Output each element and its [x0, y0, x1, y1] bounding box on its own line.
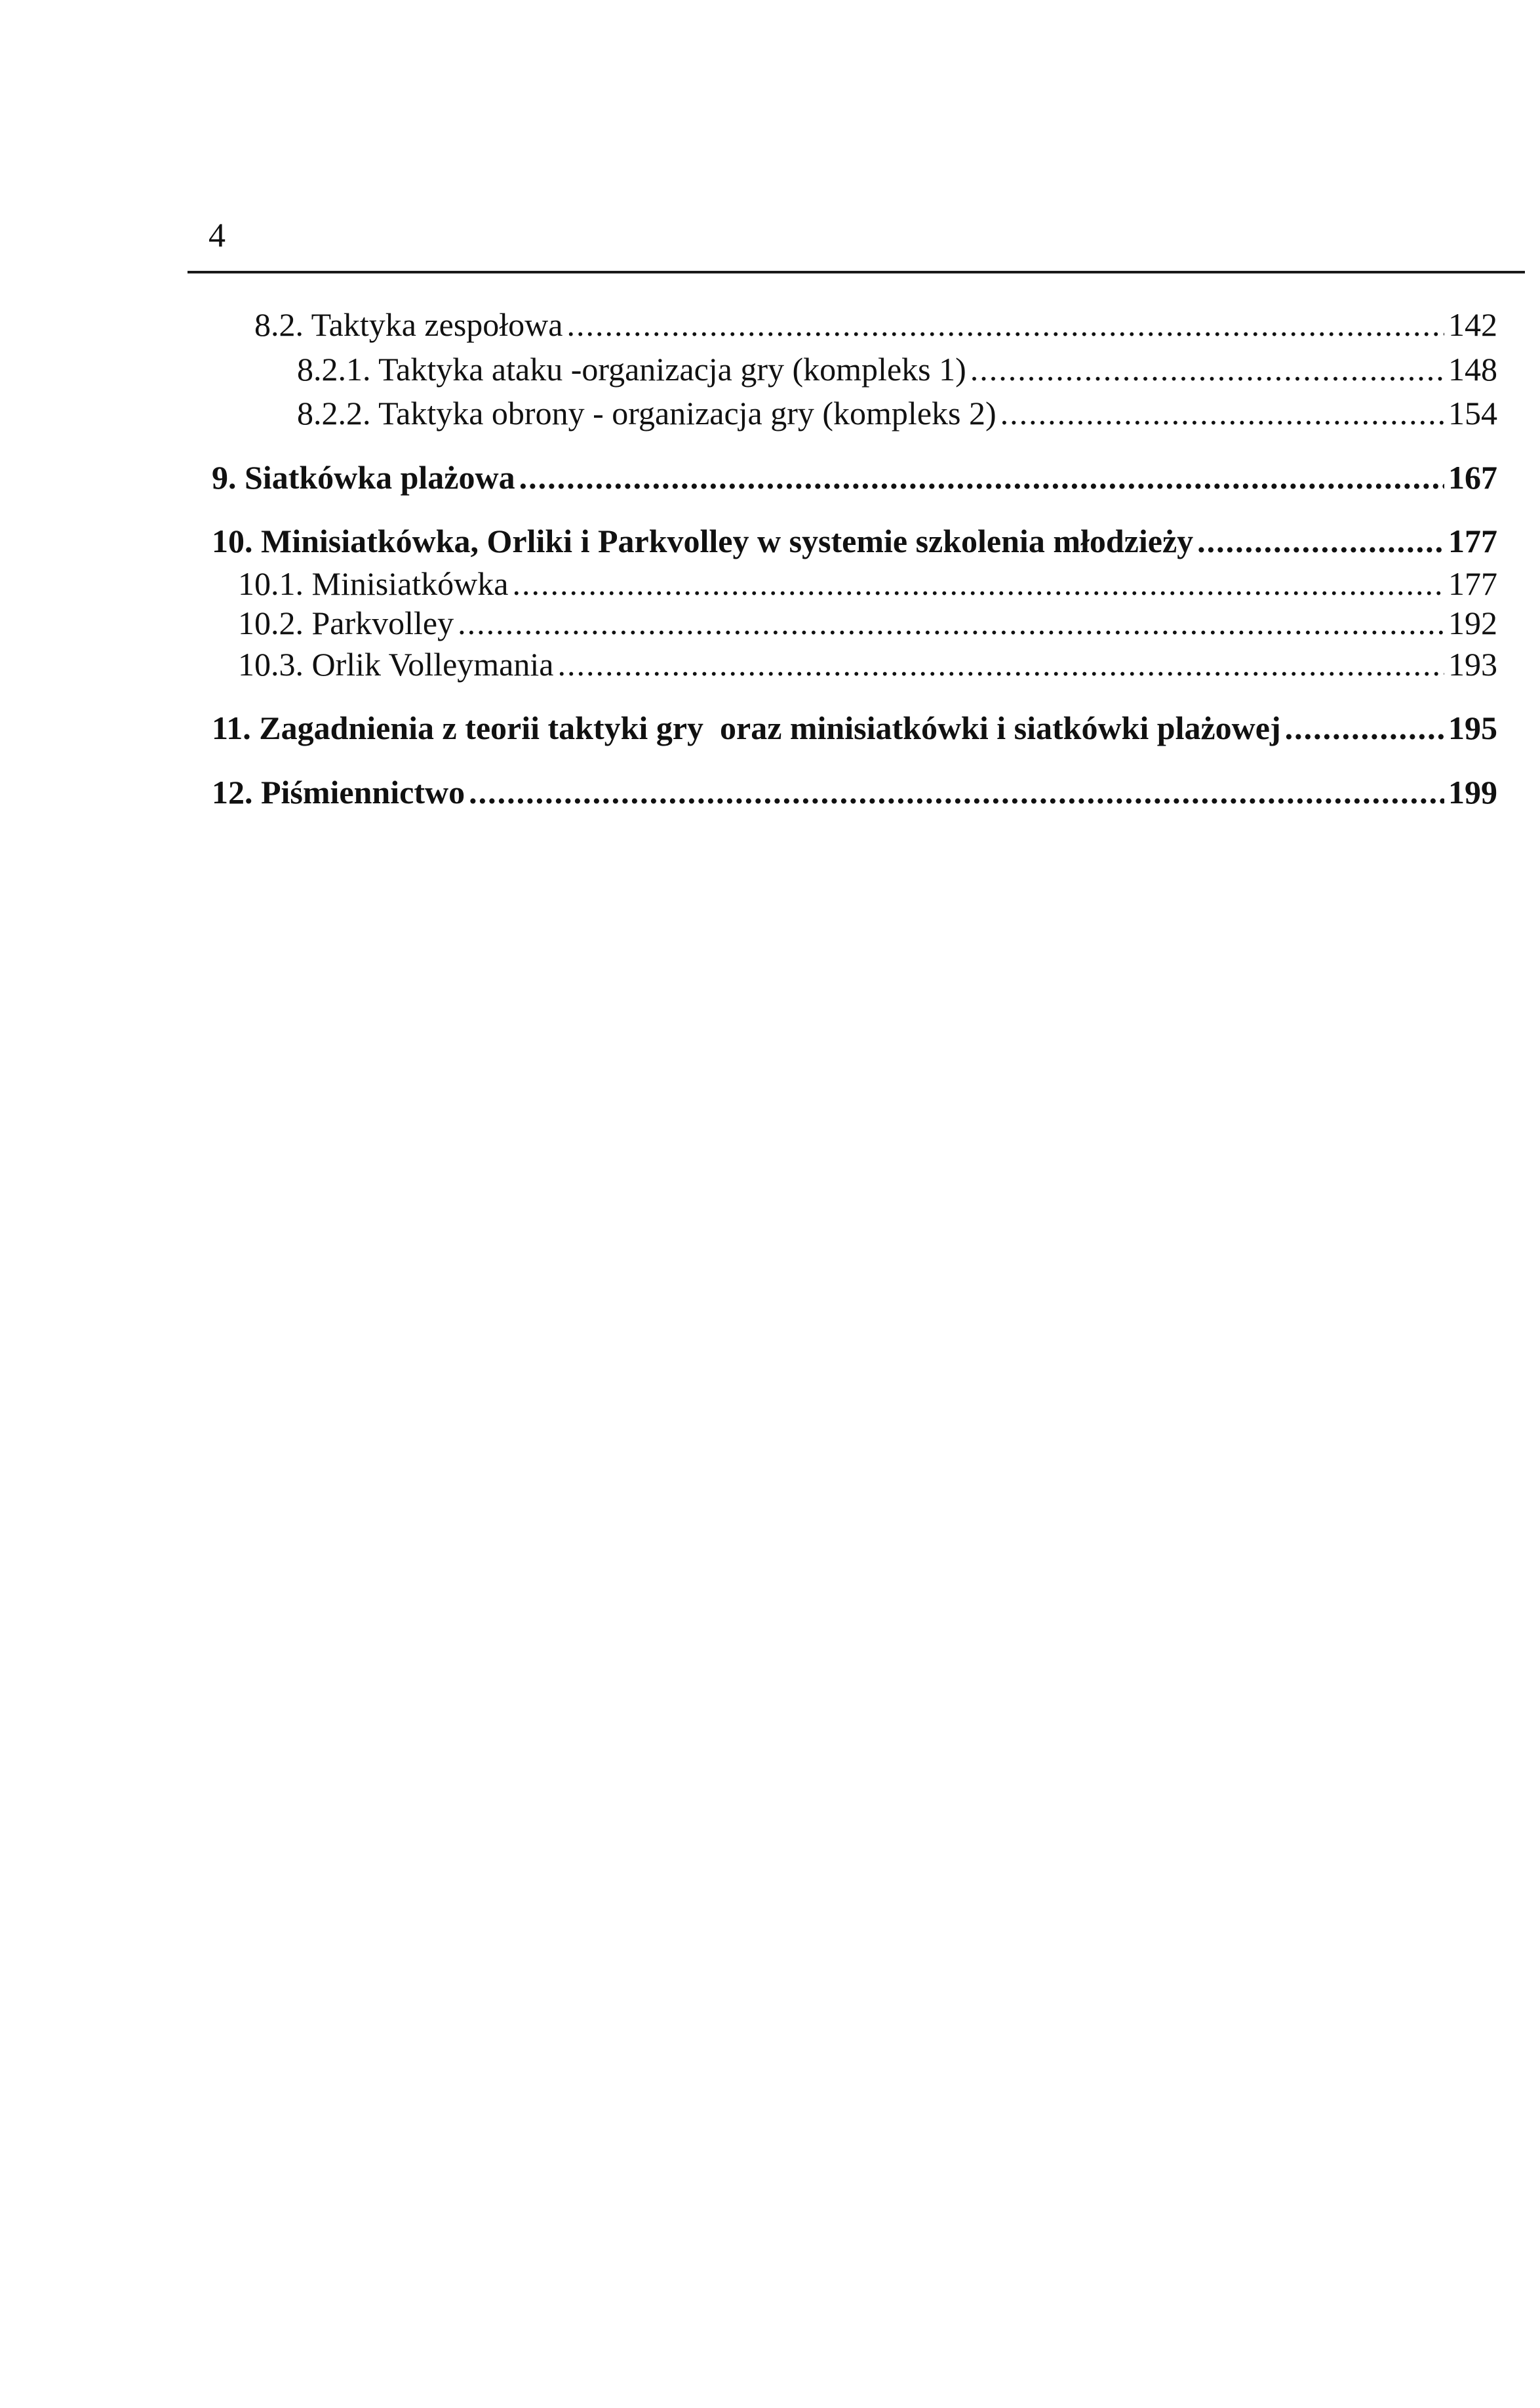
toc-entry-8-2-2: [297, 393, 1497, 433]
toc-entry-label: 8.2. Taktyka zespołowa: [254, 306, 563, 343]
toc-entry-label: 12. Piśmiennictwo: [212, 774, 465, 811]
toc-page-number: 195: [1448, 710, 1497, 746]
toc-entry-11: [212, 708, 1497, 748]
toc-entry-label: 10.1. Minisiatkówka: [238, 565, 509, 602]
toc-page-number: 199: [1448, 774, 1497, 811]
toc-page-number: 177: [1448, 565, 1497, 602]
toc-entry-9: [212, 458, 1497, 497]
toc-page-number: 167: [1448, 459, 1497, 496]
toc-dot-leader: [469, 773, 1444, 812]
toc-entry-10: [212, 521, 1497, 561]
toc-dot-leader: [970, 350, 1444, 389]
toc-entry-label: 9. Siatkówka plażowa: [212, 459, 515, 496]
toc-entry-label: 8.2.1. Taktyka ataku -organizacja gry (kompleks 1): [297, 351, 966, 388]
toc-entry-12: [212, 773, 1497, 812]
toc-page-number: 193: [1448, 646, 1497, 683]
toc-dot-leader: [512, 564, 1444, 603]
page-number: 4: [208, 217, 226, 254]
toc-entry-10-1: [238, 564, 1497, 603]
toc-entry-8-2-1: [297, 350, 1497, 389]
toc-entry-label: 10.3. Orlik Volleymania: [238, 646, 554, 683]
toc-dot-leader: [519, 458, 1444, 497]
toc-dot-leader: [566, 305, 1444, 344]
toc-entry-10-2: [238, 603, 1497, 643]
toc-entry-label: 11. Zagadnienia z teorii taktyki gry oraz minisiatkówki i siatkówki plażowej: [212, 710, 1281, 746]
toc-dot-leader: [1197, 521, 1444, 561]
toc-dot-leader: [458, 603, 1444, 643]
toc-page-number: 177: [1448, 523, 1497, 559]
toc-page-number: 154: [1448, 395, 1497, 431]
toc-page-number: 148: [1448, 351, 1497, 388]
header-rule: [188, 271, 1525, 273]
toc-dot-leader: [1285, 708, 1444, 748]
toc-entry-label: 10.2. Parkvolley: [238, 605, 454, 641]
toc-entry-8-2: [254, 305, 1497, 344]
toc-dot-leader: [1000, 393, 1444, 433]
toc-dot-leader: [557, 645, 1444, 684]
toc-page-number: 192: [1448, 605, 1497, 641]
toc-page-number: 142: [1448, 306, 1497, 343]
toc-entry-label: 8.2.2. Taktyka obrony - organizacja gry (kompleks 2): [297, 395, 997, 431]
toc-entry-label: 10. Minisiatkówka, Orliki i Parkvolley w systemie szkolenia młodzieży: [212, 523, 1194, 559]
toc-entry-10-3: [238, 645, 1497, 684]
